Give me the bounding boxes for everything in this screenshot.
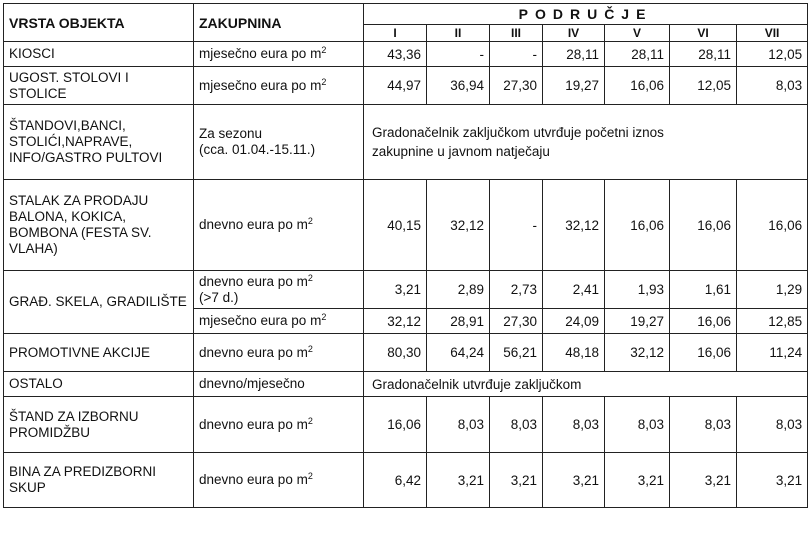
- value-cell: 43,36: [364, 42, 427, 67]
- value-cell: 48,18: [543, 334, 605, 372]
- value-cell: 28,11: [670, 42, 737, 67]
- merged-note-cell: Gradonačelnik utvrđuje zaključkom: [364, 372, 808, 397]
- value-cell: 56,21: [490, 334, 543, 372]
- object-type-cell: KIOSCI: [4, 42, 194, 67]
- value-cell: 3,21: [490, 453, 543, 508]
- object-type-cell: PROMOTIVNE AKCIJE: [4, 334, 194, 372]
- value-cell: 2,41: [543, 271, 605, 309]
- value-cell: 19,27: [605, 309, 670, 334]
- value-cell: 16,06: [737, 180, 808, 271]
- header-zone: VI: [670, 25, 737, 42]
- zakupnina-cell: dnevno eura po $m^2$: [194, 180, 364, 271]
- value-cell: 1,93: [605, 271, 670, 309]
- header-zone: V: [605, 25, 670, 42]
- value-cell: 1,29: [737, 271, 808, 309]
- value-cell: 3,21: [543, 453, 605, 508]
- value-cell: 32,12: [605, 334, 670, 372]
- value-cell: 16,06: [364, 397, 427, 453]
- value-cell: 24,09: [543, 309, 605, 334]
- zakupnina-cell: [194, 105, 364, 180]
- header-row-1: [4, 4, 808, 25]
- object-type-cell: ŠTANDOVI,BANCI, STOLIĆI,NAPRAVE, INFO/GASTRO PULTOVI: [4, 105, 194, 180]
- value-cell: 3,21: [605, 453, 670, 508]
- value-cell: 6,42: [364, 453, 427, 508]
- value-cell: 2,73: [490, 271, 543, 309]
- value-cell: 3,21: [737, 453, 808, 508]
- header-zone: II: [427, 25, 490, 42]
- value-cell: 8,03: [543, 397, 605, 453]
- value-cell: 16,06: [670, 309, 737, 334]
- tariff-table-wrapper: [3, 3, 808, 508]
- object-type-cell: OSTALO: [4, 372, 194, 397]
- zakupnina-line: (cca. 01.04.-15.11.): [199, 142, 316, 157]
- zakupnina-cell: mjesečno eura po $m^2$: [194, 67, 364, 105]
- header-zakupnina: ZAKUPNINA: [194, 4, 364, 42]
- table-row: [4, 42, 808, 67]
- value-cell: 27,30: [490, 309, 543, 334]
- zakupnina-cell: dnevno eura po $m^2$: [194, 397, 364, 453]
- value-cell: 1,61: [670, 271, 737, 309]
- note-line: Gradonačelnik zaključkom utvrđuje početni iznos: [372, 125, 664, 140]
- value-cell: 16,06: [605, 180, 670, 271]
- value-cell: -: [490, 180, 543, 271]
- value-cell: 8,03: [605, 397, 670, 453]
- value-cell: 8,03: [427, 397, 490, 453]
- value-cell: 32,12: [543, 180, 605, 271]
- value-cell: 16,06: [605, 67, 670, 105]
- zakupnina-cell: dnevno/mjesečno: [194, 372, 364, 397]
- table-row: [4, 453, 808, 508]
- header-zone: IV: [543, 25, 605, 42]
- table-row: [4, 397, 808, 453]
- value-cell: 8,03: [737, 397, 808, 453]
- object-type-cell: BINA ZA PREDIZBORNI SKUP: [4, 453, 194, 508]
- value-cell: 8,03: [670, 397, 737, 453]
- table-row: [4, 334, 808, 372]
- table-row: [4, 67, 808, 105]
- value-cell: 8,03: [490, 397, 543, 453]
- header-podrucje: PODRUČJE: [364, 4, 808, 25]
- table-row: [4, 105, 808, 180]
- zakupnina-line: dnevno eura po $m^2$: [199, 272, 313, 289]
- value-cell: 32,12: [364, 309, 427, 334]
- value-cell: 3,21: [427, 453, 490, 508]
- value-cell: 32,12: [427, 180, 490, 271]
- value-cell: 16,06: [670, 180, 737, 271]
- value-cell: 12,85: [737, 309, 808, 334]
- zakupnina-line: (>7 d.): [199, 289, 239, 305]
- value-cell: 28,11: [543, 42, 605, 67]
- note-line: zakupnine u javnom natječaju: [372, 144, 550, 159]
- value-cell: 28,11: [605, 42, 670, 67]
- tariff-table: [3, 3, 808, 508]
- value-cell: 27,30: [490, 67, 543, 105]
- zakupnina-cell: mjesečno eura po $m^2$: [194, 42, 364, 67]
- header-zone: VII: [737, 25, 808, 42]
- value-cell: 3,21: [364, 271, 427, 309]
- value-cell: 36,94: [427, 67, 490, 105]
- value-cell: 12,05: [670, 67, 737, 105]
- value-cell: -: [490, 42, 543, 67]
- value-cell: 40,15: [364, 180, 427, 271]
- value-cell: 8,03: [737, 67, 808, 105]
- table-row: [4, 180, 808, 271]
- table-row: [4, 372, 808, 397]
- value-cell: 80,30: [364, 334, 427, 372]
- zakupnina-cell: [194, 271, 364, 309]
- table-row: [4, 271, 808, 309]
- value-cell: 19,27: [543, 67, 605, 105]
- value-cell: 3,21: [670, 453, 737, 508]
- header-vrsta-objekta: VRSTA OBJEKTA: [4, 4, 194, 42]
- zakupnina-line: Za sezonu: [199, 126, 263, 141]
- zakupnina-cell: dnevno eura po $m^2$: [194, 453, 364, 508]
- value-cell: 2,89: [427, 271, 490, 309]
- value-cell: 44,97: [364, 67, 427, 105]
- value-cell: 11,24: [737, 334, 808, 372]
- value-cell: 64,24: [427, 334, 490, 372]
- header-zone: III: [490, 25, 543, 42]
- object-type-cell: GRAĐ. SKELA, GRADILIŠTE: [4, 271, 194, 334]
- object-type-cell: ŠTAND ZA IZBORNU PROMIDŽBU: [4, 397, 194, 453]
- zakupnina-cell: dnevno eura po $m^2$: [194, 334, 364, 372]
- value-cell: 12,05: [737, 42, 808, 67]
- object-type-cell: UGOST. STOLOVI I STOLICE: [4, 67, 194, 105]
- value-cell: 16,06: [670, 334, 737, 372]
- object-type-cell: STALAK ZA PRODAJU BALONA, KOKICA, BOMBONA (FESTA SV. VLAHA): [4, 180, 194, 271]
- zakupnina-cell: mjesečno eura po $m^2$: [194, 309, 364, 334]
- value-cell: 28,91: [427, 309, 490, 334]
- merged-note-cell: [364, 105, 808, 180]
- header-zone: I: [364, 25, 427, 42]
- value-cell: -: [427, 42, 490, 67]
